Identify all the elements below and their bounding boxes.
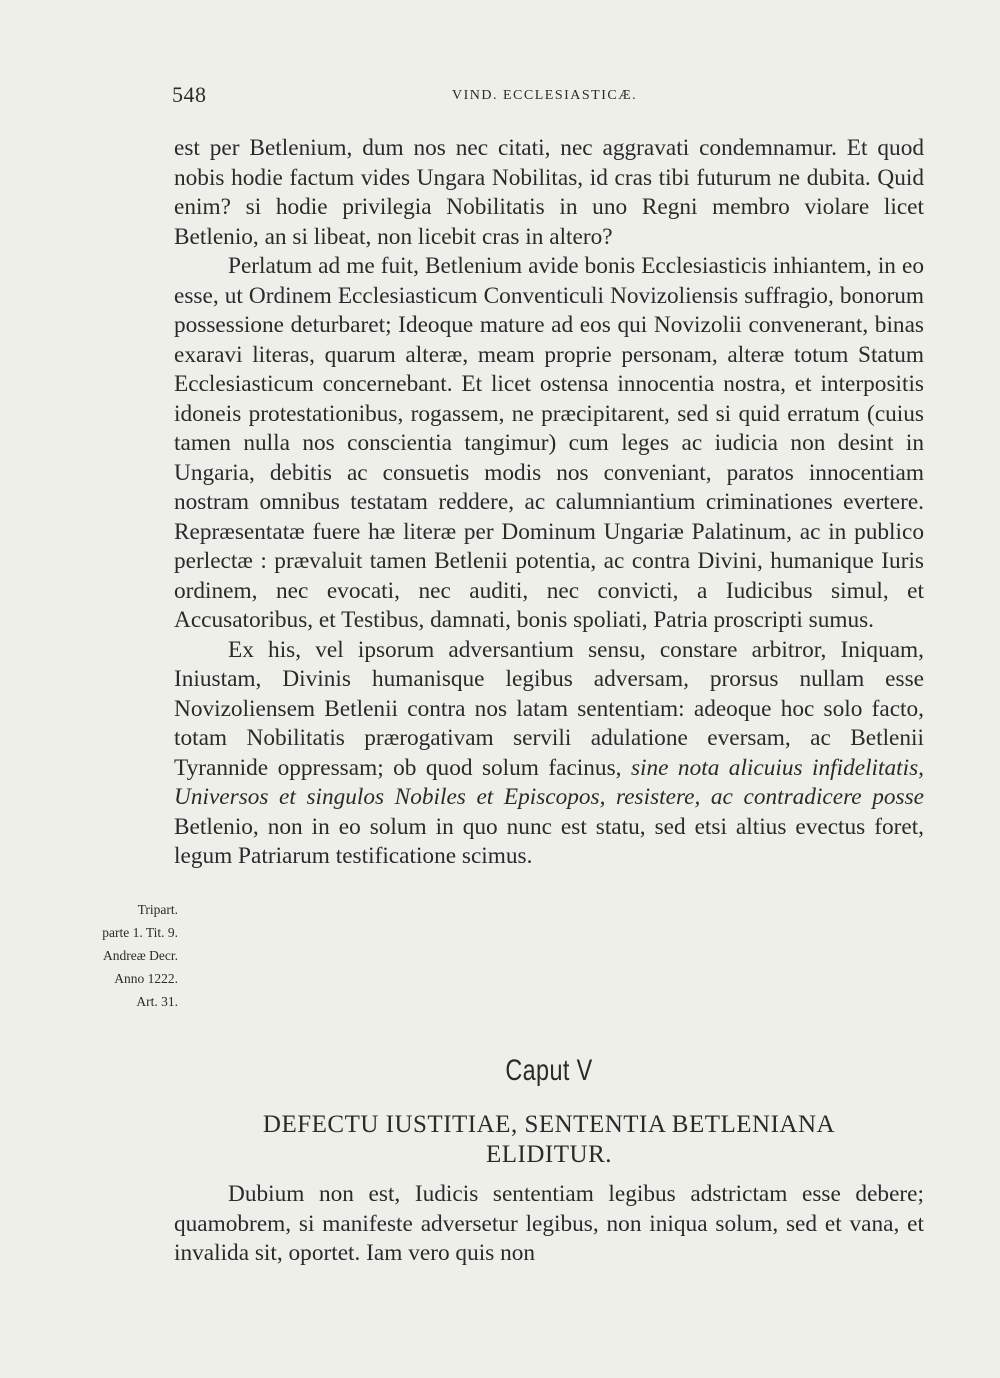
main-text-block (174, 134, 924, 872)
section-heading (174, 1110, 924, 1170)
paragraph-perlatum: Perlatum ad me fuit, Betlenium avide bonis Ecclesiasticis inhiantem, in eo esse, ut Ordinem Ecclesiasticum Conventiculi Novizoliensis suffragio, bonorum possessione deturbaret; Ideoque mature ad eos qui Novizolii convenerant, binas exaravi literas, quarum alteræ, meam proprie personam, alteræ totum Statum Ecclesiasticum concernebant. Et licet ostensa innocentia nostra, et interpositis idoneis protestationibus, rogassem, ne præcipitarent, sed si quid erratum (cuius tamen nulla nos conscientia tangimur) cum leges ac iudicia non desint in Ungaria, debitis ac consuetis modis nos conveniant, paratos innocentiam nostram omnibus testatam reddere, ac calumniantium criminationes evertere. Repræsentatæ fuere hæ literæ per Dominum Ungariæ Palatinum, ac in publico perlectæ : prævaluit tamen Betlenii potentia, ac contra Divini, humanique Iuris ordinem, nec evocati, nec auditi, nec convicti, a Iudicibus simul, et Accusatoribus, et Testibus, damnati, bonis spoliati, Patria proscripti sumus. (174, 253, 924, 633)
section-heading-line: ELIDITUR. (486, 1141, 612, 1168)
page-number: 548 (172, 82, 207, 107)
margin-citation-line: Andreæ Decr. (103, 948, 178, 963)
paragraph-ex-his-end: Betlenio, non in eo solum in quo nunc est statu, sed etsi altius evectus foret, legum Patriarum testificatione scimus. (174, 813, 924, 869)
margin-citation-line: Tripart. (137, 902, 178, 917)
section-heading-line: DEFECTU IUSTITIAE, SENTENTIA BETLENIANA (262, 1111, 836, 1138)
paragraph-continuation: est per Betlenium, dum nos nec citati, nec aggravati condemnamur. Et quod nobis hodie factum vides Ungara Nobilitas, id cras tibi futurum ne dubita. Quid enim? si hodie privilegia Nobilitatis in uno Regni membro violare licet Betlenio, an si libeat, non licebit cras in altero? (174, 135, 924, 250)
margin-citation (58, 898, 178, 1013)
page-header (172, 82, 924, 112)
margin-citation-line: parte 1. Tit. 9. (102, 925, 178, 940)
margin-citation-line: Anno 1222. (114, 971, 178, 986)
chapter-title: Caput V (505, 1054, 593, 1087)
paragraph-ex-his (174, 636, 924, 872)
margin-citation-line: Art. 31. (136, 994, 178, 1009)
paragraph-ex-his-start: Ex his, vel ipsorum adversantium sensu, constare arbitror, Iniquam, Iniustam, Divinis humanisque legibus adversam, prorsus nullam esse Novizoliensem Betlenii contra nos latam sententiam: adeoque hoc solo facto, totam Nobilitatis prærogativam servili adulatione eversam, ac Betlenii Tyrannide oppressam; ob quod solum facinus, (174, 636, 924, 781)
paragraph-ex-his-italic: sine nota alicuius infidelitatis, Universos et singulos Nobiles et Episcopos, resistere, ac contradicere posse (174, 754, 924, 810)
paragraph-dubium: Dubium non est, Iudicis sententiam legibus adstrictam esse debere; quamobrem, si manifeste adversetur legibus, non iniqua solum, sed et vana, et invalida sit, oportet. Iam vero quis non (174, 1181, 924, 1266)
chapter-text-block (174, 1180, 924, 1269)
running-head: VIND. ECCLESIASTICÆ. (452, 88, 638, 103)
